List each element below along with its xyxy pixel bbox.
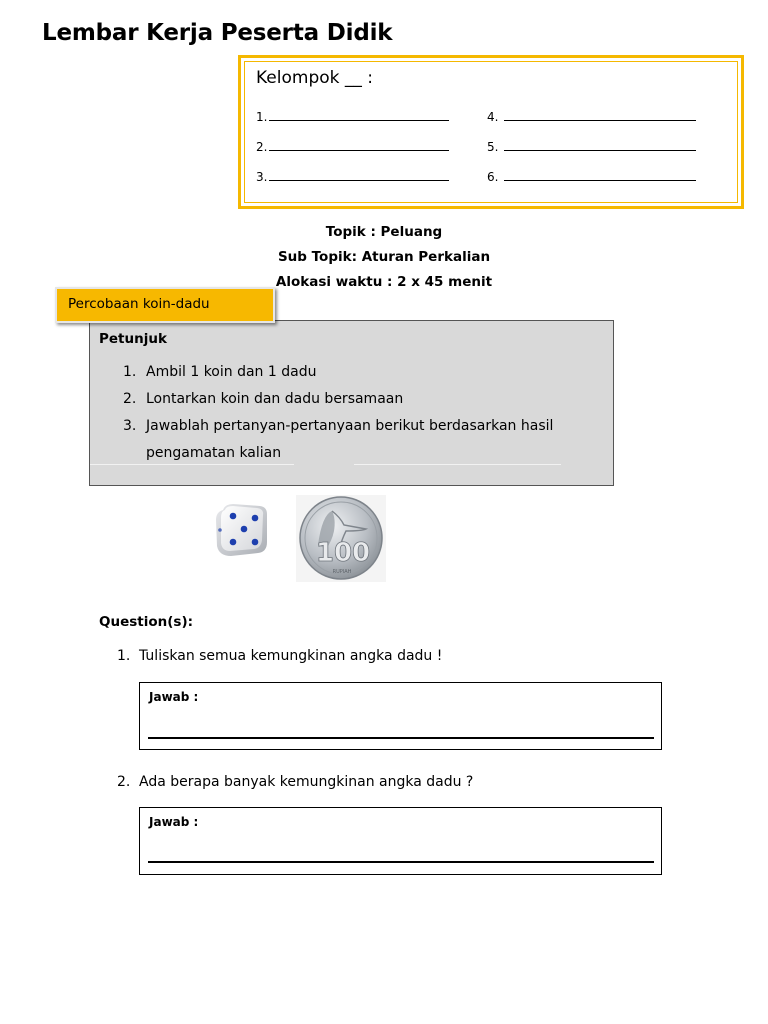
member-4-line[interactable]: [504, 109, 696, 121]
question-number: 2.: [117, 774, 131, 790]
instructions-box: [89, 320, 614, 486]
instructions-title: Petunjuk: [99, 331, 167, 347]
coin-image: [296, 495, 386, 582]
step-text: Lontarkan koin dan dadu bersamaan: [146, 391, 404, 407]
experiment-label: [55, 287, 275, 323]
member-number: 4.: [487, 110, 499, 124]
coin-caption: RUPIAH: [332, 569, 352, 575]
member-1-line[interactable]: [269, 109, 449, 121]
step-number: 2.: [123, 391, 137, 407]
member-6: [487, 169, 696, 184]
answer-line: [148, 861, 654, 863]
experiment-label-text: Percobaan koin-dadu: [68, 296, 210, 312]
question-number: 1.: [117, 648, 131, 664]
instruction-step-continuation: pengamatan kalian: [146, 445, 282, 461]
answer-label: Jawab :: [149, 815, 199, 829]
divider-line: [90, 464, 294, 465]
instruction-step: [123, 391, 403, 407]
member-2-line[interactable]: [269, 139, 449, 151]
member-1: [256, 109, 449, 124]
answer-box-1[interactable]: [139, 682, 662, 750]
member-number: 5.: [487, 140, 499, 154]
dice-image: [213, 500, 270, 558]
member-4: [487, 109, 696, 124]
question-text: Tuliskan semua kemungkinan angka dadu !: [139, 648, 443, 664]
dice-five-icon: [213, 500, 270, 558]
member-6-line[interactable]: [504, 169, 696, 181]
questions-label: Question(s):: [99, 614, 194, 630]
question-2: [117, 774, 473, 790]
instruction-step: [123, 364, 316, 380]
member-3-line[interactable]: [269, 169, 449, 181]
time-allocation-line: Alokasi waktu : 2 x 45 menit: [275, 274, 493, 290]
answer-line: [148, 737, 654, 739]
instruction-step: [123, 418, 553, 434]
group-title: Kelompok __ :: [256, 68, 374, 88]
topic-line: Topik : Peluang: [325, 224, 443, 240]
member-number: 2.: [256, 140, 268, 154]
subtopic-line: Sub Topik: Aturan Perkalian: [277, 249, 491, 265]
member-number: 6.: [487, 170, 499, 184]
coin-100-icon: [296, 495, 386, 582]
step-number: 3.: [123, 418, 137, 434]
member-number: 3.: [256, 170, 268, 184]
coin-value: 100: [315, 538, 371, 568]
question-text: Ada berapa banyak kemungkinan angka dadu ?: [139, 774, 474, 790]
page-title: Lembar Kerja Peserta Didik: [42, 20, 393, 46]
member-3: [256, 169, 449, 184]
member-2: [256, 139, 449, 154]
step-text: Ambil 1 koin dan 1 dadu: [146, 364, 317, 380]
group-box: [238, 55, 744, 209]
step-number: 1.: [123, 364, 137, 380]
member-number: 1.: [256, 110, 268, 124]
question-1: [117, 648, 442, 664]
divider-line: [354, 464, 561, 465]
member-5-line[interactable]: [504, 139, 696, 151]
answer-box-2[interactable]: [139, 807, 662, 875]
step-text: Jawablah pertanyan-pertanyaan berikut berdasarkan hasil: [146, 418, 554, 434]
member-5: [487, 139, 696, 154]
answer-label: Jawab :: [149, 690, 199, 704]
